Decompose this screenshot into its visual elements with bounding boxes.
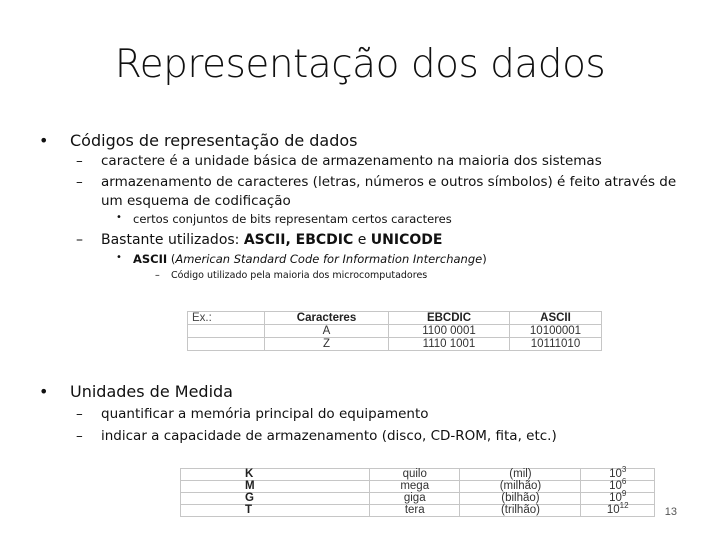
units-table	[180, 465, 655, 517]
unit-symbol: K	[181, 469, 370, 481]
power-base: 10	[609, 492, 622, 504]
slide-title: Representação dos dados	[114, 42, 606, 87]
unit-meaning: (mil)	[460, 469, 581, 481]
power-exponent: 12	[619, 501, 629, 511]
table-cell-char: A	[265, 325, 389, 338]
ascii-note	[155, 270, 428, 281]
unit-prefix: tera	[370, 505, 460, 517]
ascii-label: ASCII	[133, 252, 168, 266]
sub-item-text: caractere é a unidade básica de armazenamento na maioria dos sistemas	[101, 153, 602, 169]
table-row	[181, 469, 655, 481]
power-base: 10	[606, 504, 620, 516]
table-corner: Ex.:	[188, 312, 265, 325]
header-ascii: ASCII	[510, 312, 602, 325]
used-codes: ASCII, EBCDIC	[243, 232, 354, 248]
sub-item-capacidade	[76, 427, 557, 446]
table-cell-empty	[188, 338, 265, 351]
encoding-table	[187, 311, 602, 351]
header-ebcdic: EBCDIC	[389, 312, 510, 325]
used-prefix: Bastante utilizados:	[101, 232, 244, 248]
power-exponent: 6	[621, 477, 627, 487]
unit-symbol: G	[181, 493, 370, 505]
unit-prefix: quilo	[370, 469, 460, 481]
dash-marker: –	[76, 232, 83, 248]
unit-meaning: (trilhão)	[460, 505, 581, 517]
bullet-marker: •	[39, 131, 49, 150]
ascii-full-name: American Standard Code for Information Interchange	[175, 252, 483, 266]
table-cell-char: Z	[265, 338, 389, 351]
section1-heading: Códigos de representação de dados	[70, 131, 358, 150]
dash-marker: –	[76, 153, 83, 169]
table-cell-empty	[188, 325, 265, 338]
table-cell-ascii: 10100001	[510, 325, 602, 338]
header-caracteres: Caracteres	[265, 312, 389, 325]
dash-marker: –	[155, 270, 160, 281]
sub-item-armazenamento	[76, 173, 686, 211]
bullet-marker: •	[39, 382, 49, 401]
table-row	[181, 505, 655, 517]
sub-item-text: quantificar a memória principal do equipamento	[101, 406, 429, 422]
table-row	[188, 338, 602, 351]
unit-prefix: giga	[370, 493, 460, 505]
unit-power	[581, 501, 655, 517]
page-number: 13	[664, 506, 677, 518]
table-row	[181, 481, 655, 493]
unit-symbol: M	[181, 481, 370, 493]
unit-meaning: (bilhão)	[460, 493, 581, 505]
bullet-marker: •	[116, 252, 122, 263]
unit-meaning: (milhão)	[460, 481, 581, 493]
unit-symbol: T	[181, 505, 370, 517]
power-base: 10	[609, 480, 622, 492]
sub-item-text: armazenamento de caracteres (letras, números e outros símbolos) é feito através de um esquema de codificação	[101, 174, 677, 209]
table-cell-ebcdic: 1100 0001	[389, 325, 510, 338]
sub-item-utilizados	[76, 231, 443, 250]
table-cell-ascii: 10111010	[510, 338, 602, 351]
ascii-close: )	[482, 252, 487, 266]
sub-item-caractere	[76, 152, 691, 171]
dash-marker: –	[76, 406, 83, 422]
power-exponent: 9	[621, 489, 627, 499]
dash-marker: –	[76, 428, 83, 444]
used-and: e	[353, 232, 371, 248]
table-header-row	[188, 312, 602, 325]
unit-power	[581, 489, 655, 505]
sub-item-quantificar	[76, 405, 429, 424]
power-exponent: 3	[621, 465, 627, 475]
sub-sub-item-bits	[116, 212, 452, 226]
table-cell-ebcdic: 1110 1001	[389, 338, 510, 351]
sub-sub-item-ascii	[116, 252, 487, 266]
dash-marker: –	[76, 174, 83, 190]
sub-sub-item-text: certos conjuntos de bits representam certos caracteres	[133, 212, 452, 226]
unit-power	[581, 465, 655, 481]
sub-item-text: indicar a capacidade de armazenamento (disco, CD-ROM, fita, etc.)	[101, 428, 557, 444]
section2-heading: Unidades de Medida	[70, 382, 233, 401]
unit-prefix: mega	[370, 481, 460, 493]
power-base: 10	[609, 468, 622, 480]
ascii-note-text: Código utilizado pela maioria dos microcomputadores	[171, 270, 428, 281]
unit-power	[581, 477, 655, 493]
used-last: UNICODE	[370, 232, 443, 248]
table-row	[188, 325, 602, 338]
table-row	[181, 493, 655, 505]
ascii-open: (	[167, 252, 176, 266]
bullet-marker: •	[116, 212, 122, 223]
bullet-codigos	[39, 131, 358, 150]
bullet-unidades	[39, 382, 233, 401]
